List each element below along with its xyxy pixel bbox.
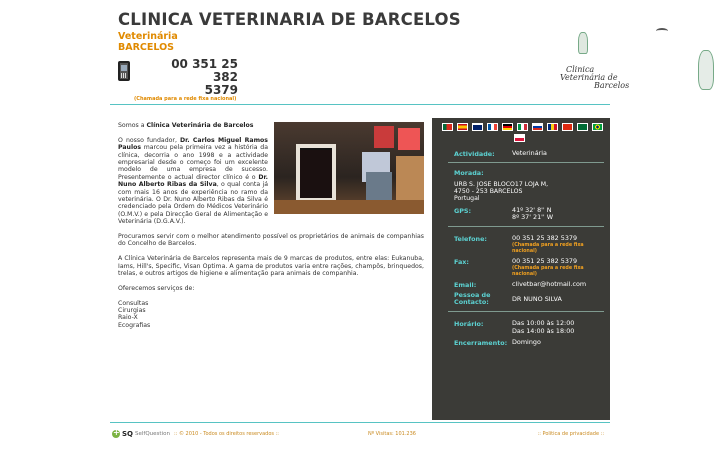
intro-clinic-name: Clínica Veterinária de Barcelos — [146, 122, 254, 129]
panel-divider — [448, 226, 604, 227]
history-text-c: marcou pela primeira vez a história da clínica, decorria o ano 1998 e a actividade empresarial desde o começo foi um excelente modelo de uma empresa de sucesso. Presentemente o actual director clínico é o — [118, 144, 268, 181]
flag-portugal-icon[interactable] — [442, 123, 453, 131]
site-footer — [112, 430, 610, 444]
plus-circle-icon — [112, 430, 120, 438]
closed-label: Encerramento: — [454, 339, 508, 347]
address-line3: Portugal — [454, 195, 480, 202]
services-title: Oferecemos serviços de: — [118, 284, 195, 292]
clinic-logo[interactable] — [558, 28, 720, 98]
contact-person-value: DR NUNO SILVA — [512, 295, 562, 303]
fax-note-line2: nacional) — [512, 271, 537, 277]
service-paragraph: Procuramos servir com o melhor atendimento possível os proprietários de animais de companhias do Concelho de Barcelos. — [118, 233, 424, 248]
fax-note-line1: (Chamada para a rede fixa — [512, 266, 584, 271]
history-text-e: , o qual conta já com mais 16 anos de experiência no ramo da veterinária. O Dr. Nuno Alberto Ribas da Silva é credenciado pela Ordem do Médicos Veterinário (O.M.V.) e pela Direcção Geral de Alimentação e Veterinária (D.G.A.V.). — [118, 181, 268, 226]
hours-label: Horário: — [454, 320, 484, 328]
flag-poland-icon[interactable] — [514, 134, 525, 142]
logo-text-line3: Barcelos — [594, 81, 630, 90]
contact-label-line2: Contacto: — [454, 298, 489, 307]
bird-illustration-icon — [656, 28, 668, 34]
header-divider — [110, 104, 610, 105]
email-label: Email: — [454, 281, 477, 289]
activity-label: Actividade: — [454, 150, 495, 158]
header-phone-number[interactable] — [146, 58, 238, 97]
fax-note — [512, 266, 584, 277]
header-phone-line2: 5379 — [204, 83, 238, 97]
activity-value: Veterinária — [512, 149, 547, 157]
sq-brand-name: SelfQuestion — [135, 431, 170, 437]
main-content — [118, 122, 424, 329]
fax-label: Fax: — [454, 258, 469, 266]
flag-spain-icon[interactable] — [457, 123, 468, 131]
contact-person-label — [454, 292, 490, 307]
copyright-text: :: © 2010 - Todos os direitos reservados :: — [174, 431, 279, 437]
cat-illustration-icon — [698, 50, 714, 90]
subtitle-veterinaria: Veterinária — [118, 31, 178, 42]
phone-note — [512, 243, 584, 254]
flag-germany-icon[interactable] — [502, 123, 513, 131]
founder-name: Dr. Carlos Miguel Ramos Paulos — [118, 136, 268, 152]
intro-prefix: Somos a — [118, 122, 147, 129]
flag-france-icon[interactable] — [487, 123, 498, 131]
flag-italy-icon[interactable] — [517, 123, 528, 131]
flag-arabic-icon[interactable] — [577, 123, 588, 131]
closed-value: Domingo — [512, 338, 541, 346]
gps-label: GPS: — [454, 207, 472, 215]
fax-value: 00 351 25 382 5379 — [512, 257, 578, 265]
subtitle-barcelos: BARCELOS — [118, 42, 175, 53]
header-phone-note: (Chamada para a rede fixa nacional) — [134, 96, 237, 102]
hours-line2: Das 14:00 às 18:00 — [512, 327, 575, 335]
visit-counter: Nº Visitas: 101.236 — [368, 431, 416, 437]
language-flags — [442, 123, 606, 142]
phone-note-line2: nacional) — [512, 248, 537, 254]
list-item: Cirurgias — [118, 307, 146, 315]
site-header — [118, 10, 630, 102]
logo-text — [560, 66, 629, 90]
address-line2: 4750 - 253 BARCELOS — [454, 188, 523, 195]
flag-russia-icon[interactable] — [532, 123, 543, 131]
history-text-a: O nosso fundador, — [118, 136, 180, 144]
address-line1: URB S. JOSE BLOCO17 LOJA M, — [454, 181, 549, 188]
privacy-policy-link[interactable]: :: Politica de privacidade :: — [537, 431, 604, 437]
address-label: Morada: — [454, 169, 484, 177]
selfquestion-logo[interactable] — [112, 430, 170, 438]
dog-illustration-icon — [578, 32, 588, 54]
list-item: Consultas — [118, 299, 149, 307]
contact-label-line1: Pessoa de — [454, 291, 491, 299]
services-list — [118, 300, 424, 330]
mobile-phone-icon — [118, 61, 130, 81]
director-name: Dr. Nuno Alberto Ribas da Silva — [118, 173, 268, 189]
flag-china-icon[interactable] — [562, 123, 573, 131]
logo-text-line1: Clinica — [566, 65, 595, 74]
email-value[interactable]: clivetbar@hotmail.com — [512, 280, 587, 288]
hours-line1: Das 10:00 às 12:00 — [512, 319, 575, 327]
gps-latitude: 41º 32' 8'' N — [512, 206, 552, 214]
brands-paragraph: A Clínica Veterinária de Barcelos representa mais de 9 marcas de produtos, entre elas: Eukanuba, Iams, Hill's, Specific, Visan Optima. A gama de produtos varia entre rações, champôs, brinquedos, trelas, e outros artigos de higiene e alimentação para animais de companhia. — [118, 255, 424, 278]
phone-value[interactable]: 00 351 25 382 5379 — [512, 234, 578, 242]
phone-label: Telefone: — [454, 235, 487, 243]
gps-longitude: 8º 37' 21'' W — [512, 213, 554, 221]
phone-note-line1: (Chamada para a rede fixa — [512, 243, 584, 248]
flag-uk-icon[interactable] — [472, 123, 483, 131]
contact-panel — [432, 118, 610, 420]
sq-mark: SQ — [122, 430, 133, 438]
panel-divider — [448, 311, 604, 312]
flag-brazil-icon[interactable] — [592, 123, 603, 131]
list-item: Raio-X — [118, 314, 138, 322]
flag-romania-icon[interactable] — [547, 123, 558, 131]
clinic-photo — [274, 122, 424, 214]
header-phone-line1: 00 351 25 382 — [171, 57, 238, 84]
panel-divider — [448, 162, 604, 163]
footer-divider — [110, 422, 610, 423]
logo-text-line2: Veterinária de — [560, 73, 618, 82]
list-item: Ecografias — [118, 321, 151, 329]
site-title[interactable]: CLINICA VETERINARIA DE BARCELOS — [118, 10, 461, 29]
